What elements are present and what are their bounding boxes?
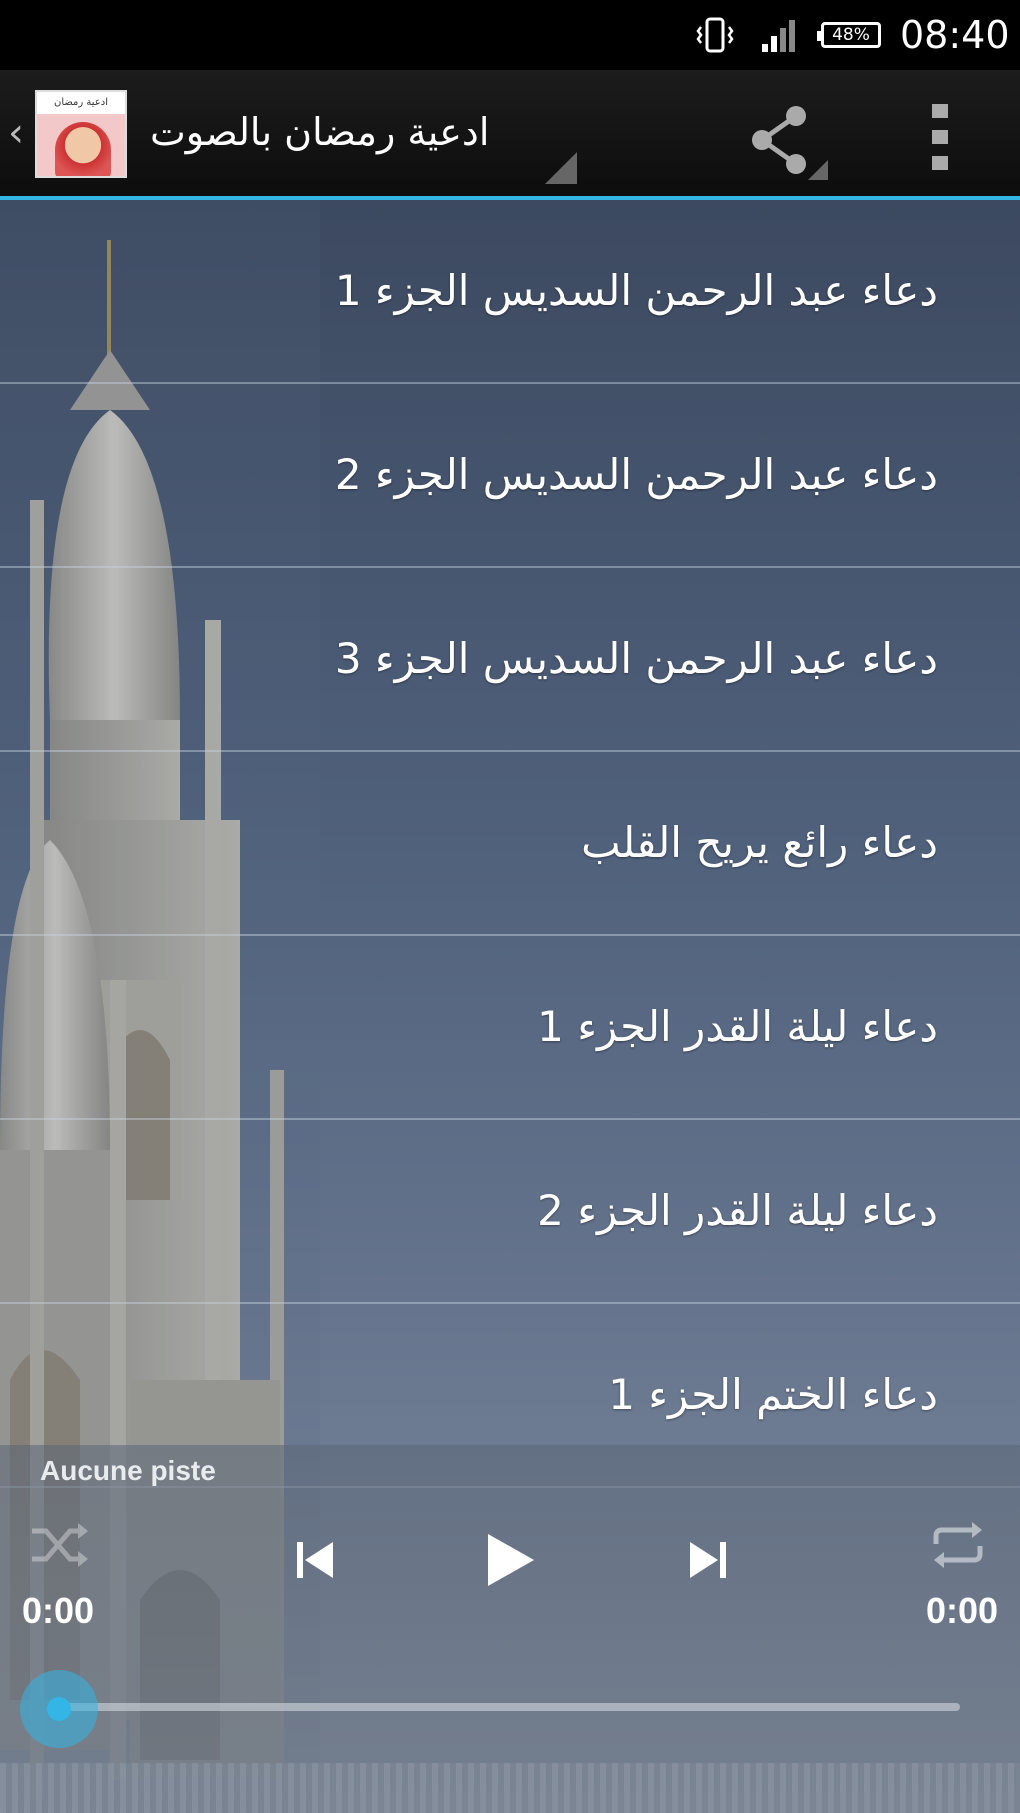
bottom-decoration (0, 1763, 1020, 1813)
list-item[interactable] (0, 752, 1020, 936)
overflow-menu-icon[interactable] (920, 104, 960, 174)
battery-icon (815, 0, 887, 70)
list-item[interactable] (0, 1120, 1020, 1304)
seek-bar[interactable] (60, 1703, 960, 1711)
list-item-label: دعاء ليلة القدر الجزء 1 (537, 1002, 938, 1051)
list-item-label: دعاء الختم الجزء 1 (608, 1370, 938, 1419)
list-item-label: دعاء عبد الرحمن السديس الجزء 2 (334, 450, 938, 499)
seek-thumb[interactable] (20, 1670, 98, 1748)
battery-level: 48% (832, 25, 870, 45)
logo-portrait (55, 122, 111, 178)
repeat-icon[interactable] (925, 1515, 990, 1575)
next-icon[interactable] (678, 1530, 738, 1590)
current-time: 0:00 (22, 1590, 95, 1631)
app-logo[interactable] (35, 90, 127, 178)
list-item[interactable] (0, 936, 1020, 1120)
vibrate-icon (690, 0, 740, 70)
list-item-label: دعاء عبد الرحمن السديس الجزء 1 (334, 266, 938, 315)
previous-icon[interactable] (285, 1530, 345, 1590)
clock: 08:40 (900, 13, 1010, 57)
content-area (0, 200, 1020, 1813)
share-dropdown-corner-icon (808, 160, 828, 180)
list-item[interactable] (0, 568, 1020, 752)
list-item[interactable] (0, 200, 1020, 384)
status-bar (0, 0, 1020, 70)
list-item-label: دعاء رائع يريح القلب (581, 818, 938, 867)
signal-icon (755, 0, 805, 70)
total-time: 0:00 (925, 1590, 998, 1631)
list-item-label: دعاء ليلة القدر الجزء 2 (537, 1186, 938, 1235)
logo-text: ادعية رمضان (37, 92, 125, 114)
play-icon[interactable] (470, 1520, 550, 1600)
dua-list (0, 200, 1020, 1488)
dropdown-corner-icon (545, 152, 577, 184)
app-title[interactable]: ادعية رمضان بالصوت (150, 110, 490, 154)
track-title: Aucune piste (40, 1455, 216, 1486)
list-item[interactable] (0, 384, 1020, 568)
audio-player (0, 1445, 1020, 1813)
shuffle-icon[interactable] (25, 1515, 95, 1575)
back-chevron-icon[interactable]: ‹ (8, 110, 24, 156)
action-bar (0, 70, 1020, 200)
list-item-label: دعاء عبد الرحمن السديس الجزء 3 (334, 634, 938, 683)
